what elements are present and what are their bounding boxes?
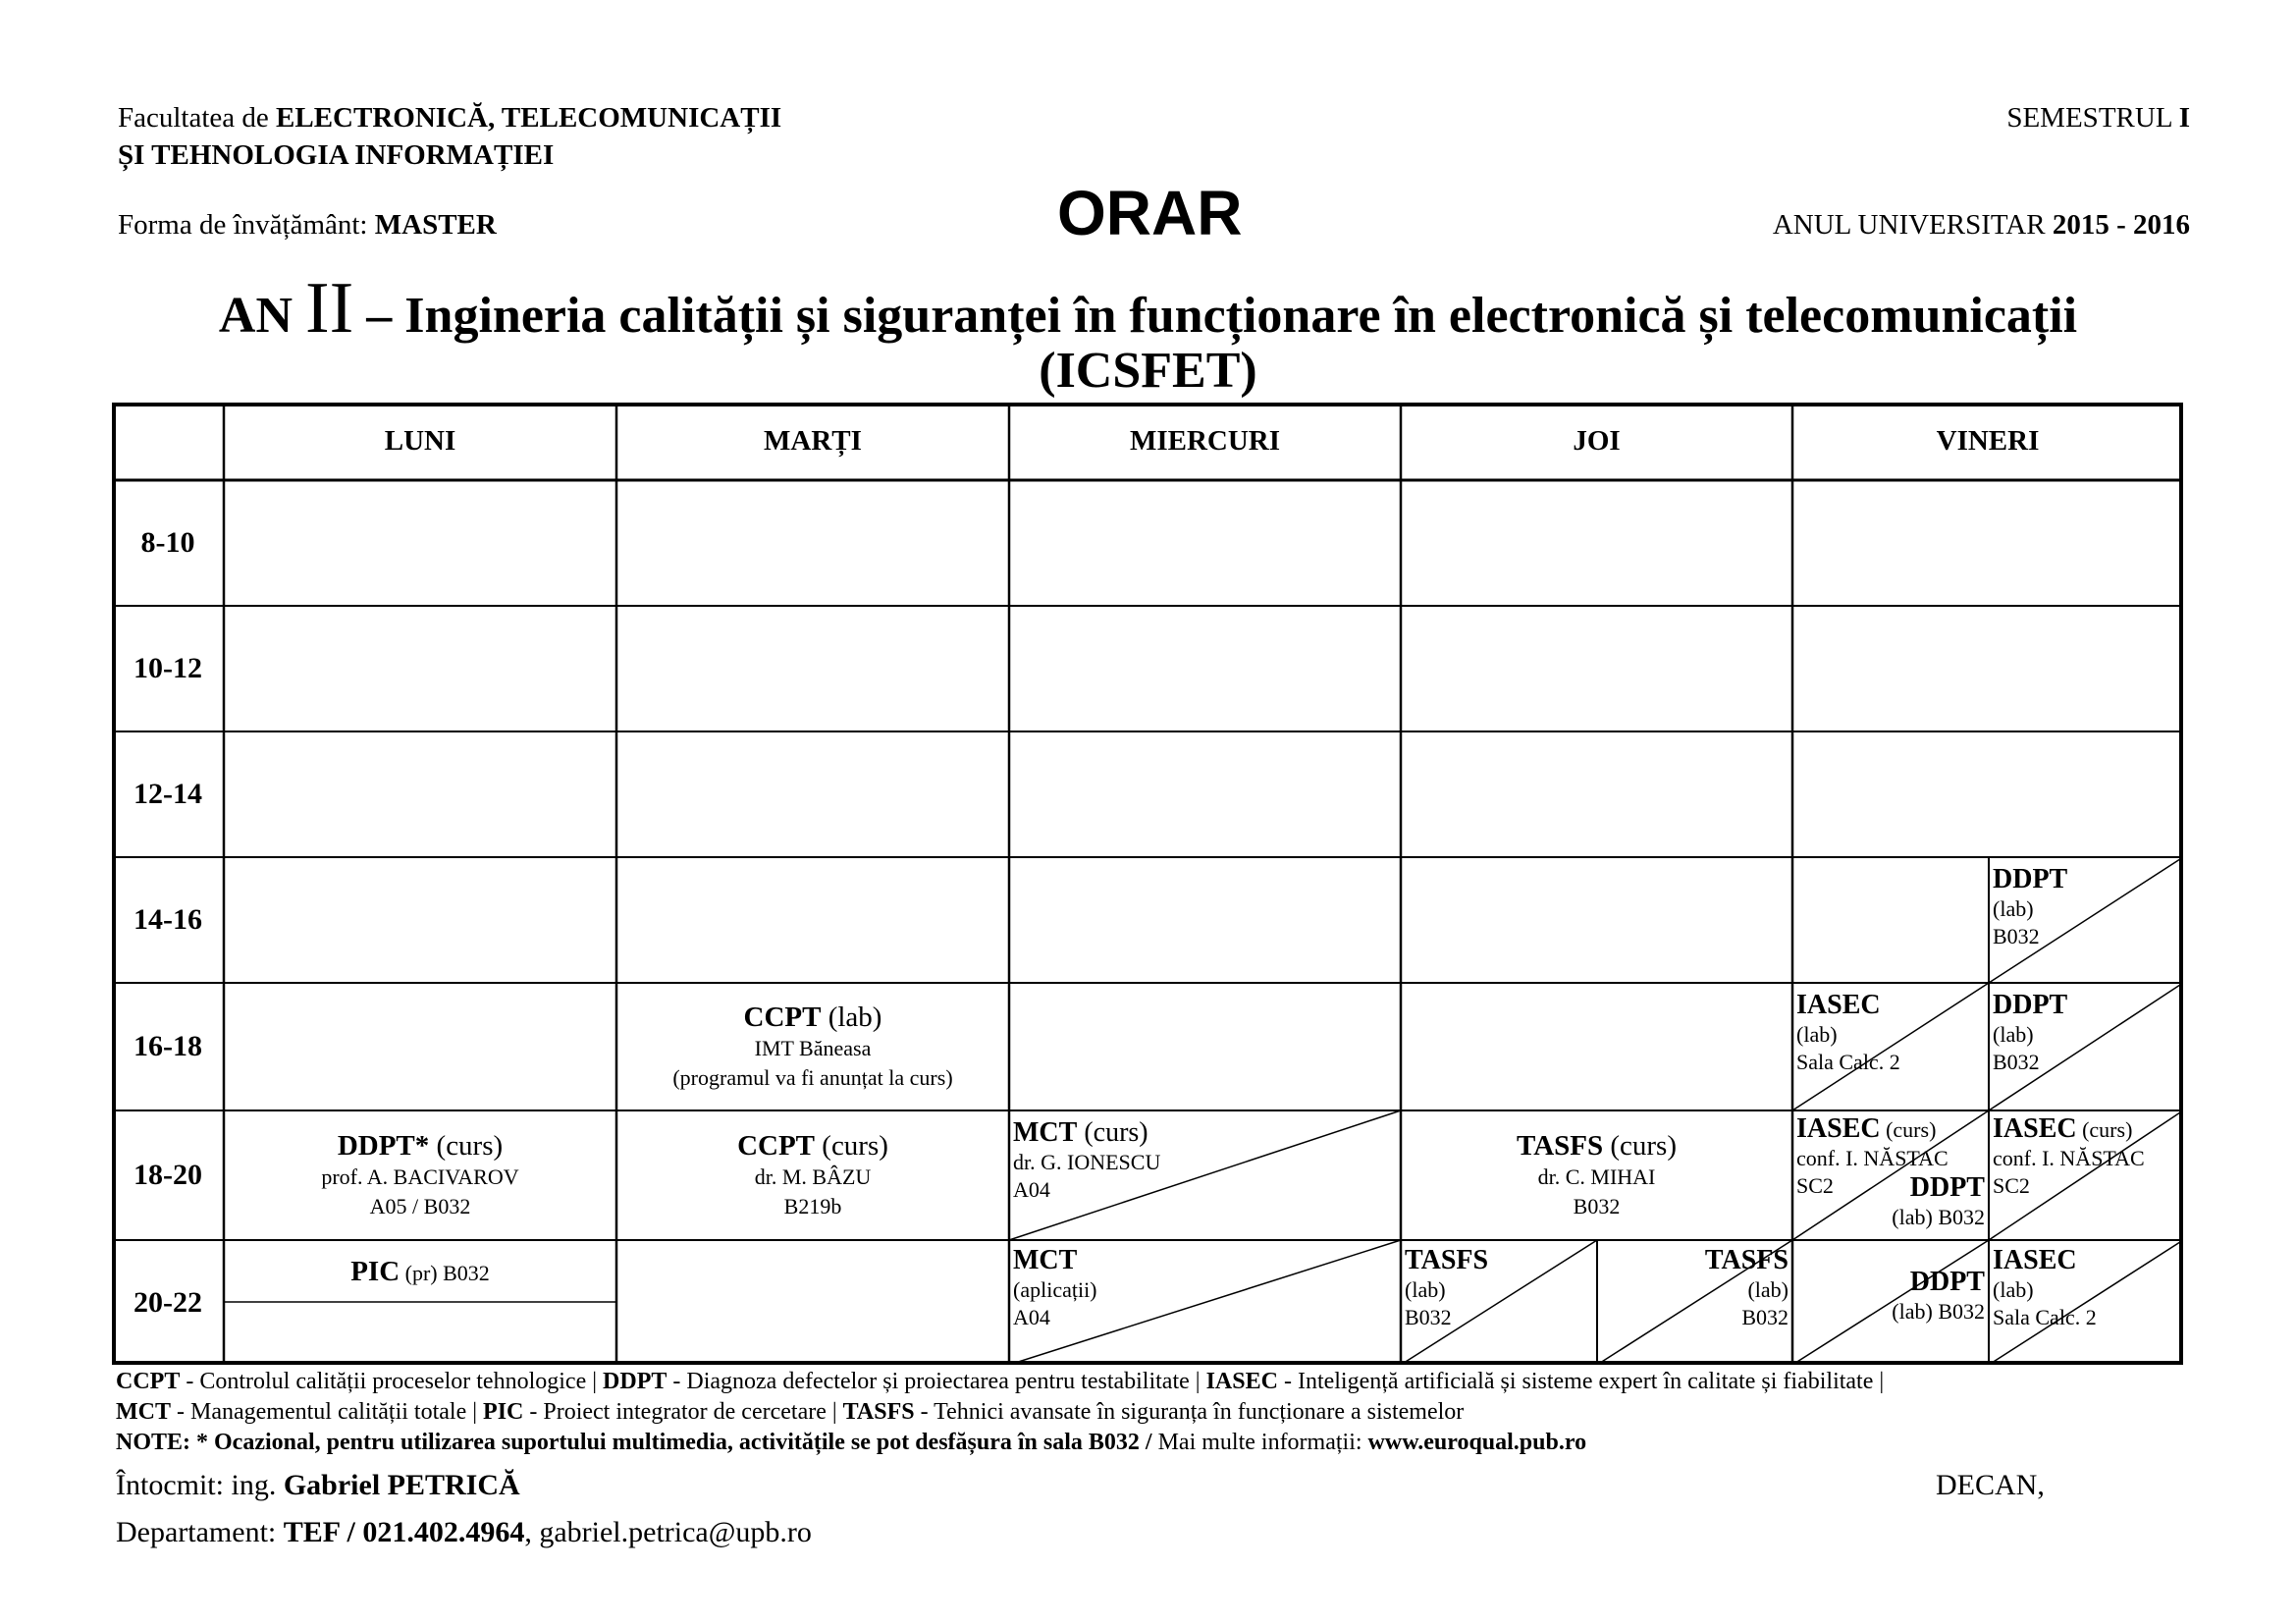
faculty-line-1 — [118, 102, 781, 135]
course-type: (lab) — [821, 1001, 882, 1033]
course-type: (lab) — [1993, 1022, 2034, 1047]
legend-line-2 — [116, 1399, 1464, 1426]
course-code: IASEC — [1993, 1113, 2077, 1144]
course-code: IASEC — [1796, 990, 1881, 1020]
dean-label: DECAN, — [1936, 1469, 2045, 1501]
entry-heading — [744, 1001, 882, 1034]
academic-year — [1773, 209, 2190, 242]
legend-abbr: PIC — [483, 1399, 524, 1425]
course-type: (lab) — [1747, 1277, 1789, 1302]
semester — [2006, 102, 2190, 135]
faculty-line-2: ȘI TEHNOLOGIA INFORMAȚIEI — [118, 139, 555, 171]
course-type: (curs) — [815, 1130, 888, 1162]
entry-marti-18-20 — [616, 1110, 1009, 1240]
entry-teacher: conf. I. NĂSTAC — [1993, 1146, 2145, 1170]
entry-room: Sala Calc. 2 — [1796, 1050, 1900, 1074]
entry-vineri-a-16-18 — [1796, 990, 1987, 1076]
day-header-marti: MARȚI — [764, 425, 862, 457]
course-type: (lab) — [1405, 1277, 1446, 1302]
legend-text: - Controlul calității proceselor tehnologice | — [180, 1369, 604, 1394]
entry-location: IMT Băneasa — [754, 1036, 872, 1060]
legend-text: - Managementul calității totale | — [171, 1399, 484, 1425]
entry-room: (lab) B032 — [1892, 1299, 1985, 1324]
entry-teacher: dr. M. BÂZU — [754, 1164, 872, 1189]
time-slot: 10-12 — [133, 652, 202, 684]
entry-heading — [350, 1255, 490, 1288]
course-code: DDPT — [1909, 1267, 1985, 1297]
entry-room: B032 — [1993, 1050, 2040, 1074]
semester-value: I — [2178, 102, 2190, 134]
entry-joi-18-20 — [1401, 1110, 1792, 1240]
entry-heading — [737, 1129, 888, 1163]
entry-heading — [1993, 1113, 2181, 1145]
note-url[interactable]: www.euroqual.pub.ro — [1367, 1430, 1587, 1455]
course-type: (curs) — [1603, 1130, 1677, 1162]
entry-joi-b-20-22 — [1601, 1245, 1789, 1331]
course-code: IASEC — [1796, 1113, 1881, 1144]
prepared-by — [116, 1469, 520, 1502]
semester-prefix: SEMESTRUL — [2006, 102, 2179, 134]
legend-text: - Tehnici avansate în siguranța în funcționare a sistemelor — [914, 1399, 1465, 1425]
course-code: DDPT — [1993, 990, 2068, 1020]
course-type: (lab) — [1796, 1022, 1838, 1047]
course-type: (curs) — [1077, 1117, 1148, 1148]
entry-teacher: dr. G. IONESCU — [1013, 1150, 1161, 1174]
prepared-prefix: Întocmit: ing. — [116, 1469, 284, 1501]
day-header-luni: LUNI — [384, 425, 456, 457]
note-plain: Mai multe informații: — [1151, 1430, 1368, 1455]
academic-year-value: 2015 - 2016 — [2052, 209, 2190, 241]
legend-text: - Proiect integrator de cercetare | — [523, 1399, 843, 1425]
department-extension: 4964 — [465, 1516, 525, 1548]
time-slot: 12-14 — [133, 778, 202, 810]
day-header-joi: JOI — [1573, 425, 1621, 457]
day-header-vineri: VINERI — [1936, 425, 2040, 457]
course-code: PIC — [350, 1255, 400, 1287]
program-abbreviation: (ICSFET) — [1039, 343, 1257, 399]
course-code: CCPT — [743, 1001, 822, 1033]
course-type: (lab) — [1993, 1277, 2034, 1302]
entry-miercuri-20-22 — [1013, 1245, 1308, 1331]
entry-teacher: conf. I. NĂSTAC — [1796, 1146, 1949, 1170]
course-type: (curs) — [1880, 1117, 1937, 1142]
entry-marti-16-18 — [616, 983, 1009, 1110]
entry-room: SC2 — [1796, 1173, 1834, 1198]
entry-room: B032 — [1405, 1305, 1452, 1329]
entry-teacher: prof. A. BACIVAROV — [321, 1164, 519, 1189]
entry-vineri-a-20-22 — [1796, 1267, 1985, 1326]
entry-room: A04 — [1013, 1305, 1050, 1329]
entry-heading — [338, 1129, 503, 1163]
legend-text: - Inteligență artificială și sisteme expert în calitate și fiabilitate | — [1277, 1369, 1885, 1394]
legend-abbr: CCPT — [116, 1369, 181, 1394]
note-bold: NOTE: * Ocazional, pentru utilizarea suportului multimedia, activitățile se pot desfășura în sala B032 / — [116, 1430, 1152, 1455]
entry-luni-20-22 — [224, 1240, 616, 1302]
course-type: (pr) B032 — [400, 1260, 490, 1285]
study-form-prefix: Forma de învățământ: — [118, 209, 375, 241]
course-type: (aplicații) — [1013, 1277, 1097, 1302]
program-year-value: II — [305, 268, 354, 349]
course-code: DDPT* — [337, 1130, 430, 1162]
entry-vineri-b-16-18 — [1993, 990, 2179, 1076]
time-slot: 20-22 — [133, 1285, 202, 1319]
course-code: MCT — [1013, 1117, 1078, 1148]
course-code: CCPT — [737, 1130, 816, 1162]
entry-room: A05 / B032 — [369, 1194, 471, 1218]
document-title: ORAR — [1057, 178, 1243, 248]
department-email[interactable]: , gabriel.petrica@upb.ro — [524, 1516, 812, 1548]
department-line — [116, 1516, 812, 1549]
program-title — [0, 267, 2296, 351]
entry-room: B032 — [1573, 1194, 1621, 1218]
course-code: TASFS — [1704, 1245, 1789, 1275]
department-value: TEF / 021.402. — [283, 1516, 466, 1548]
time-slot: 14-16 — [133, 903, 202, 936]
time-slot: 18-20 — [133, 1159, 202, 1191]
course-code: DDPT — [1909, 1172, 1985, 1203]
course-type: (curs) — [2076, 1117, 2133, 1142]
faculty-prefix: Facultatea de — [118, 102, 277, 134]
program-name: – Ingineria calității și siguranței în funcționare în electronică și telecomunicații — [353, 288, 2078, 344]
entry-miercuri-18-20 — [1013, 1117, 1308, 1204]
entry-joi-a-20-22 — [1405, 1245, 1591, 1331]
course-code: MCT — [1013, 1245, 1078, 1275]
entry-vineri-a-18-20-bottom — [1796, 1172, 1985, 1231]
entry-vineri-b-14-16 — [1993, 864, 2179, 950]
legend-text: - Diagnoza defectelor și proiectarea pentru testabilitate | — [667, 1369, 1206, 1394]
legend-line-1 — [116, 1369, 1884, 1395]
legend-abbr: TASFS — [842, 1399, 915, 1425]
day-header-miercuri: MIERCURI — [1129, 425, 1281, 457]
entry-vineri-b-18-20 — [1993, 1113, 2181, 1200]
entry-room: B219b — [783, 1194, 842, 1218]
course-code: IASEC — [1993, 1245, 2077, 1275]
entry-room: (lab) B032 — [1892, 1205, 1985, 1229]
department-prefix: Departament: — [116, 1516, 284, 1548]
program-year-prefix: AN — [218, 288, 305, 344]
entry-note: (programul va fi anunțat la curs) — [672, 1065, 953, 1090]
course-code: TASFS — [1517, 1130, 1604, 1162]
entry-room: B032 — [1993, 924, 2040, 948]
legend-abbr: MCT — [116, 1399, 171, 1425]
prepared-name: Gabriel PETRICĂ — [283, 1469, 520, 1501]
legend-abbr: IASEC — [1205, 1369, 1278, 1394]
entry-room: A04 — [1013, 1177, 1050, 1202]
course-type: (lab) — [1993, 896, 2034, 921]
study-form-value: MASTER — [374, 209, 497, 241]
course-type: (curs) — [429, 1130, 504, 1162]
timetable — [112, 403, 2183, 1365]
entry-room: SC2 — [1993, 1173, 2030, 1198]
entry-teacher: dr. C. MIHAI — [1537, 1164, 1656, 1189]
entry-heading — [1796, 1113, 1989, 1145]
course-code: TASFS — [1405, 1245, 1489, 1275]
study-form — [118, 209, 497, 242]
note-line — [116, 1430, 1586, 1456]
entry-heading — [1517, 1129, 1677, 1163]
course-code: DDPT — [1993, 864, 2068, 894]
entry-heading — [1013, 1117, 1308, 1149]
time-slot: 16-18 — [133, 1030, 202, 1062]
entry-room: B032 — [1741, 1305, 1789, 1329]
time-slot: 8-10 — [140, 526, 195, 559]
entry-room: Sala Calc. 2 — [1993, 1305, 2097, 1329]
entry-vineri-b-20-22 — [1993, 1245, 2179, 1331]
entry-luni-18-20 — [224, 1110, 616, 1240]
legend-abbr: DDPT — [603, 1369, 667, 1394]
academic-year-prefix: ANUL UNIVERSITAR — [1772, 209, 2053, 241]
faculty-name-1: ELECTRONICĂ, TELECOMUNICAȚII — [276, 102, 782, 134]
